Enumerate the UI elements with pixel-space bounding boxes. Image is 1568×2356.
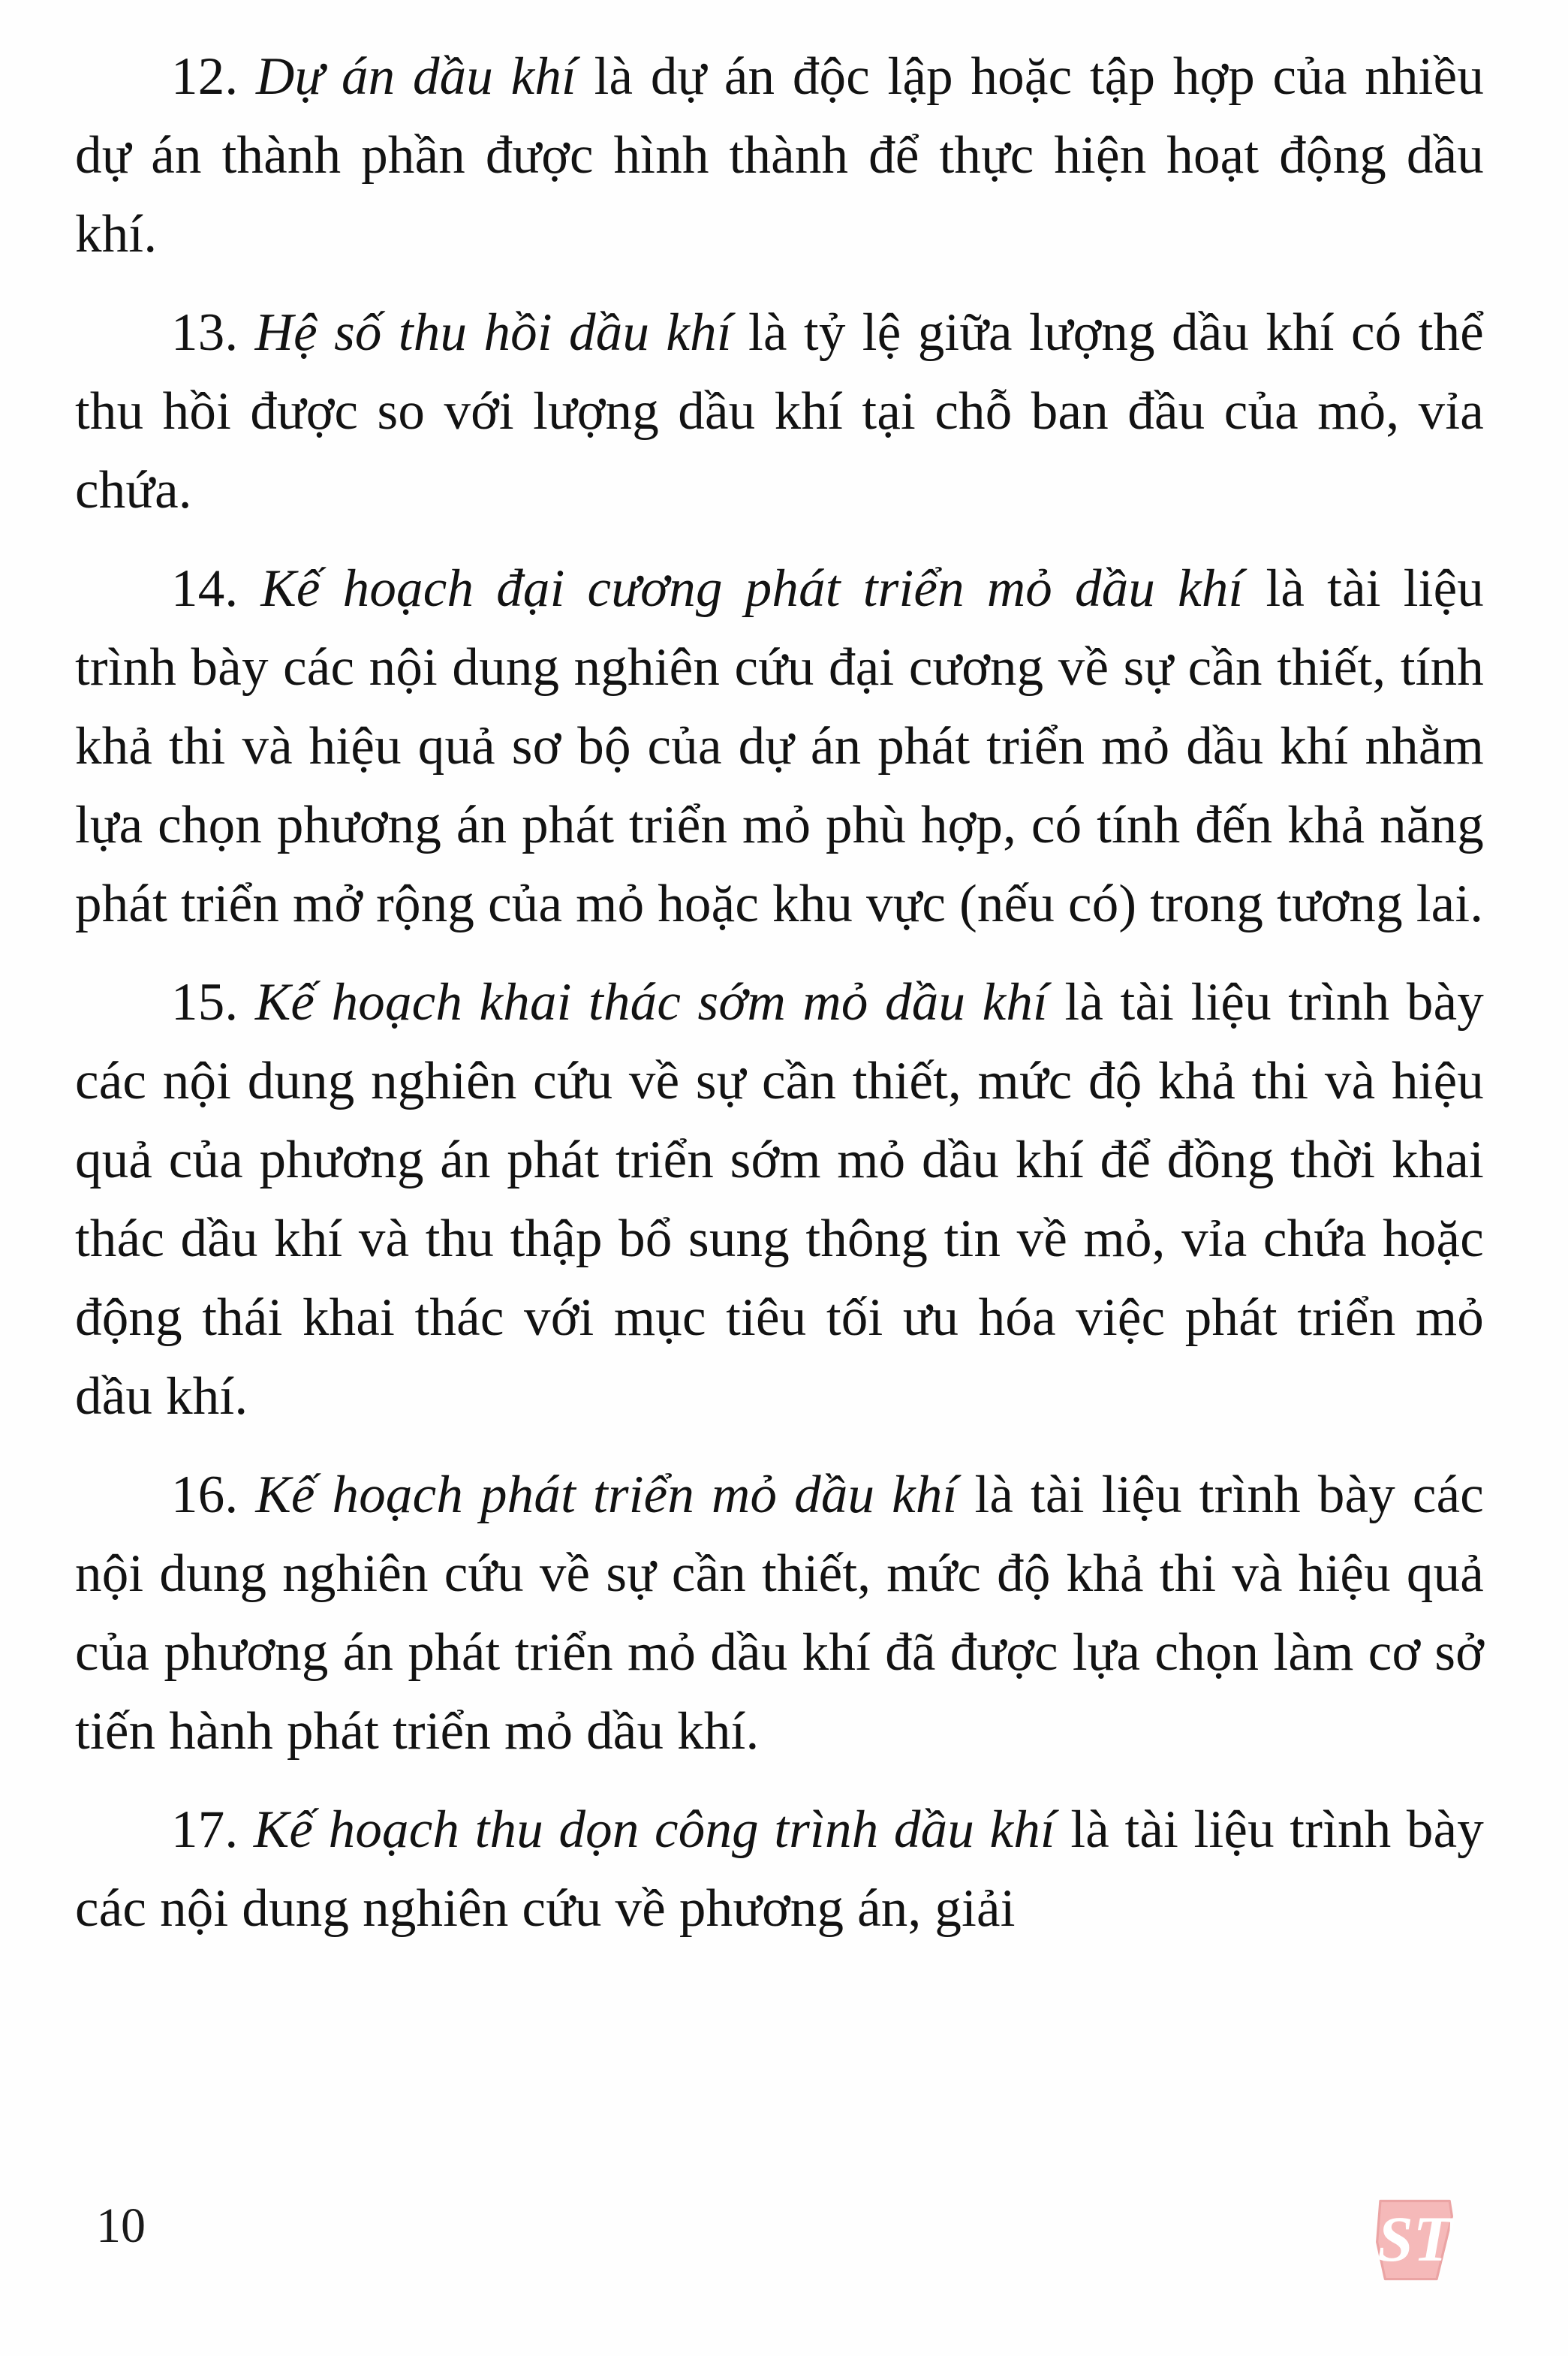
definition-paragraph bbox=[75, 38, 1484, 274]
item-number: 15. bbox=[171, 973, 239, 1032]
definition-paragraph bbox=[75, 550, 1484, 944]
defined-term: Hệ số thu hồi dầu khí bbox=[254, 303, 732, 362]
defined-term: Kế hoạch đại cương phát triển mỏ dầu khí bbox=[260, 559, 1244, 618]
definition-text: là tỷ lệ giữa lượng dầu khí có thể thu hồi được so với lượng dầu khí tại chỗ ban đầu của mỏ, vỉa chứa. bbox=[75, 303, 1484, 520]
definition-paragraph bbox=[75, 1456, 1484, 1771]
item-number: 14. bbox=[171, 559, 239, 618]
logo-text: ST bbox=[1377, 2203, 1453, 2275]
defined-term: Kế hoạch khai thác sớm mỏ dầu khí bbox=[254, 973, 1048, 1032]
definition-text: là dự án độc lập hoặc tập hợp của nhiều dự án thành phần được hình thành để thực hiện hoạt động dầu khí. bbox=[75, 47, 1485, 264]
defined-term: Kế hoạch thu dọn công trình dầu khí bbox=[253, 1800, 1055, 1859]
item-number: 17. bbox=[171, 1800, 239, 1859]
item-number: 16. bbox=[171, 1466, 239, 1524]
definition-paragraph bbox=[75, 1791, 1484, 1948]
item-number: 12. bbox=[171, 47, 239, 106]
definition-paragraph bbox=[75, 963, 1484, 1436]
defined-term: Dự án dầu khí bbox=[255, 47, 576, 106]
page-number: 10 bbox=[96, 2198, 146, 2253]
definition-text: là tài liệu trình bày các nội dung nghiên cứu đại cương về sự cần thiết, tính khả thi và hiệu quả sơ bộ của dự án phát triển mỏ dầu khí nhằm lựa chọn phương án phát triển mỏ phù hợp, có tính đến khả năng phát triển mở rộng của mỏ hoặc khu vực (nếu có) trong tương lai. bbox=[75, 559, 1485, 933]
item-number: 13. bbox=[171, 303, 239, 362]
page-text bbox=[75, 38, 1484, 1968]
definition-text: là tài liệu trình bày các nội dung nghiên cứu về phương án, giải bbox=[75, 1800, 1485, 1938]
defined-term: Kế hoạch phát triển mỏ dầu khí bbox=[255, 1466, 958, 1524]
publisher-logo bbox=[1372, 2195, 1456, 2284]
definition-paragraph bbox=[75, 294, 1484, 530]
definition-text: là tài liệu trình bày các nội dung nghiên cứu về sự cần thiết, mức độ khả thi và hiệu quả của phương án phát triển mỏ dầu khí đã được lựa chọn làm cơ sở tiến hành phát triển mỏ dầu khí. bbox=[75, 1466, 1485, 1761]
definition-text: là tài liệu trình bày các nội dung nghiên cứu về sự cần thiết, mức độ khả thi và hiệu quả của phương án phát triển sớm mỏ dầu khí để đồng thời khai thác dầu khí và thu thập bổ sung thông tin về mỏ, vỉa chứa hoặc động thái khai thác với mục tiêu tối ưu hóa việc phát triển mỏ dầu khí. bbox=[75, 973, 1484, 1426]
